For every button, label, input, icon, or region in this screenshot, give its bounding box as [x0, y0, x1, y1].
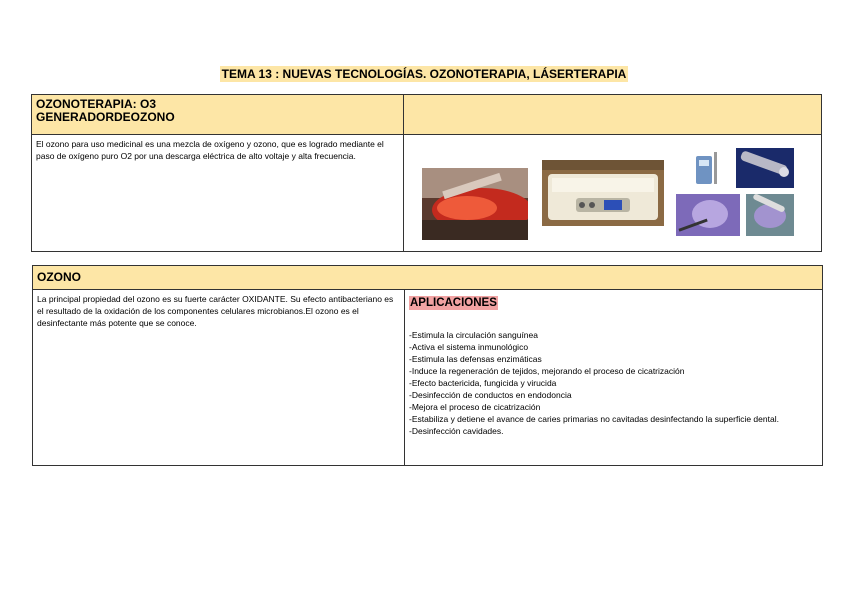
- photo-collage: [408, 138, 817, 248]
- ozono-description: La principal propiedad del ozono es su fuerte carácter OXIDANTE. Su efecto antibacteriano es el resultado de la oxidación de los componentes celulares microbianos.El ozono es el desinfectante más potente que se conoce.: [37, 294, 394, 328]
- aplicaciones-cell: [405, 290, 823, 466]
- list-item: -Estimula las defensas enzimáticas: [409, 354, 542, 364]
- purple-tool-photo: [676, 194, 740, 236]
- aplicaciones-list: [409, 329, 818, 437]
- tooth-treatment-photo: [746, 194, 794, 236]
- ozono-table: [32, 265, 823, 466]
- list-item: -Efecto bactericida, fungicida y virucida: [409, 378, 557, 388]
- document-title: [0, 65, 848, 83]
- ozono-text-cell: [33, 290, 405, 466]
- ozonoterapia-photos-cell: [404, 135, 822, 252]
- title-text: TEMA 13 : NUEVAS TECNOLOGÍAS. OZONOTERAPIA, LÁSERTERAPIA: [221, 67, 627, 81]
- list-item: -Mejora el proceso de cicatrización: [409, 402, 541, 412]
- ozonoterapia-table: [31, 94, 822, 252]
- list-item: -Estabiliza y detiene el avance de caries primarias no cavitadas desinfectando la superficie dental.: [409, 414, 779, 424]
- ozonoterapia-header-line1: OZONOTERAPIA: O3: [36, 97, 157, 111]
- laser-photo: [422, 168, 528, 240]
- ozonoterapia-header-line2: GENERADORDEOZONO: [36, 110, 175, 124]
- handheld-device-photo: [688, 150, 724, 188]
- list-item: -Estimula la circulación sanguínea: [409, 330, 538, 340]
- ozone-generator-photo: [542, 160, 664, 226]
- ozono-header: OZONO: [37, 270, 81, 284]
- ozonoterapia-description: El ozono para uso medicinal es una mezcla de oxígeno y ozono, que es logrado mediante el paso de oxígeno puro O2 por una descarga eléctrica de alto voltaje y alta frecuencia.: [36, 139, 384, 161]
- list-item: -Induce la regeneración de tejidos, mejorando el proceso de cicatrización: [409, 366, 685, 376]
- aplicaciones-title: APLICACIONES: [410, 297, 497, 309]
- ozonoterapia-text-cell: [32, 135, 404, 252]
- list-item: -Desinfección de conductos en endodoncia: [409, 390, 572, 400]
- ozonoterapia-header-cell: [32, 95, 404, 135]
- handpiece-photo: [736, 148, 794, 188]
- ozono-header-cell: [33, 266, 823, 290]
- list-item: -Desinfección cavidades.: [409, 426, 504, 436]
- list-item: -Activa el sistema inmunológico: [409, 342, 529, 352]
- ozonoterapia-header-empty-cell: [404, 95, 822, 135]
